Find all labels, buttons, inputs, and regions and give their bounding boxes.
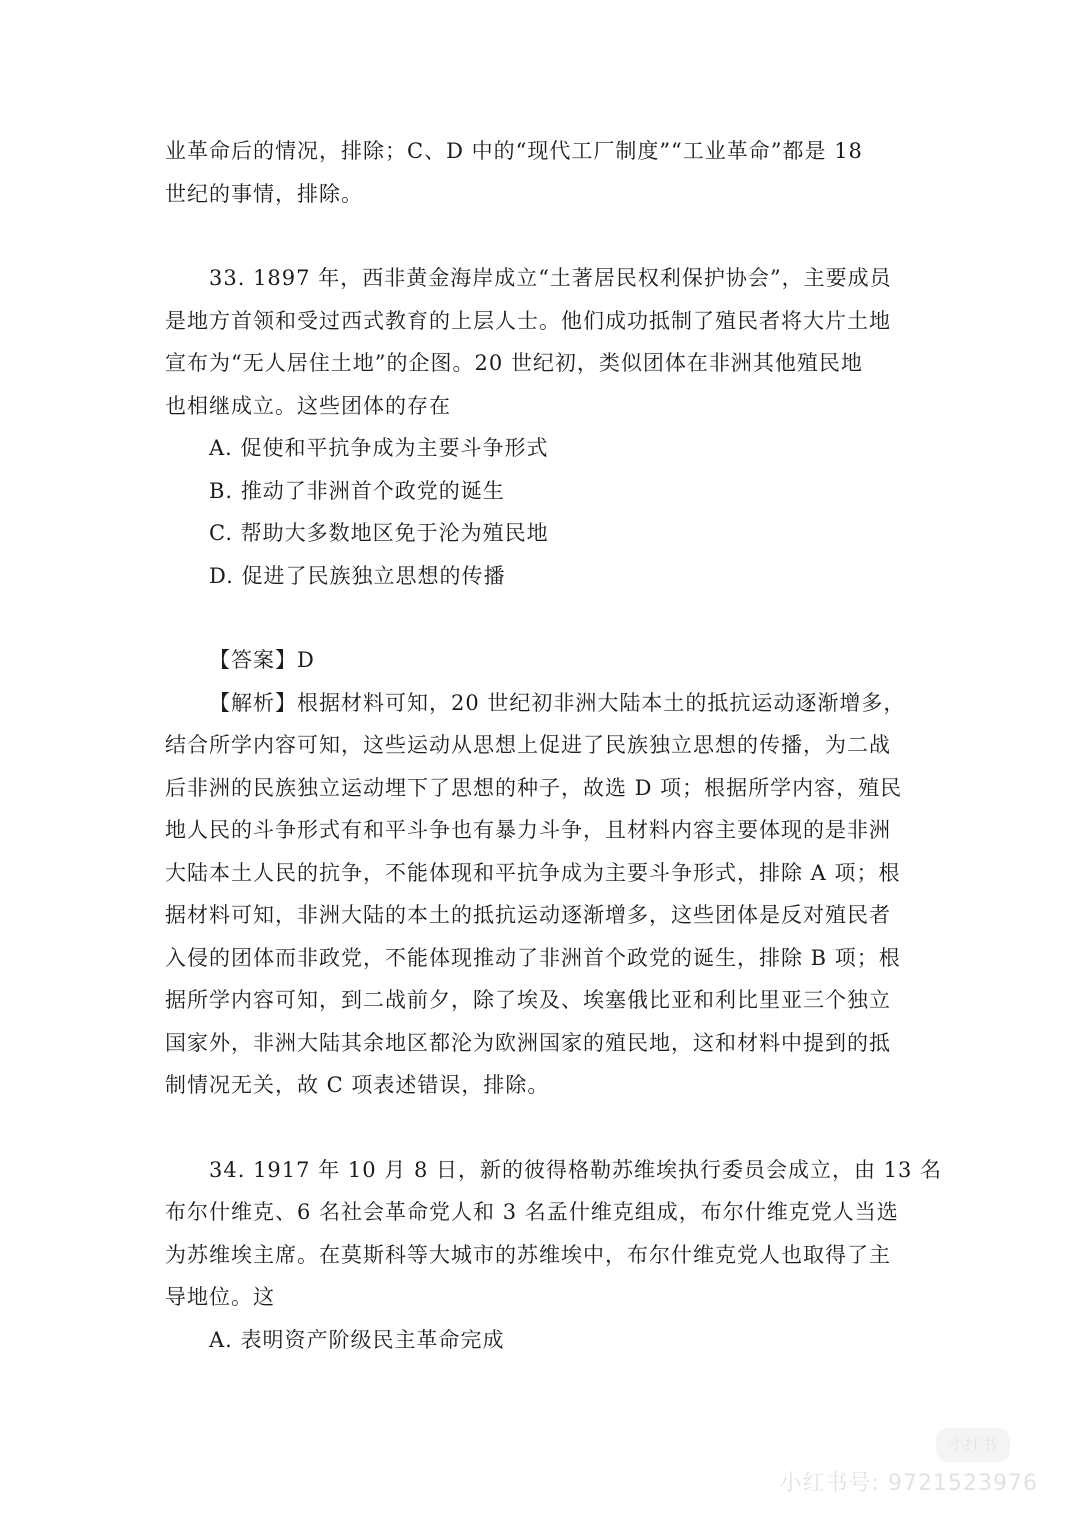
question-stem-line: 导地位。这 xyxy=(165,1285,275,1309)
analysis-line: 入侵的团体而非政党，不能体现推动了非洲首个政党的诞生，排除 B 项；根 xyxy=(165,945,901,970)
question-stem-line: 是地方首领和受过西式教育的上层人士。他们成功抵制了殖民者将大片土地 xyxy=(165,308,891,333)
analysis-line: 制情况无关，故 C 项表述错误，排除。 xyxy=(165,1073,550,1097)
option-a: A. 促使和平抗争成为主要斗争形式 xyxy=(209,436,549,460)
analysis-text: 根据材料可知，20 世纪初非洲大陆本土的抵抗运动逐渐增多， xyxy=(297,690,906,715)
option-b: B. 推动了非洲首个政党的诞生 xyxy=(209,478,505,503)
analysis-line: 地人民的斗争形式有和平斗争也有暴力斗争，且材料内容主要体现的是非洲 xyxy=(165,818,891,842)
question-34 xyxy=(165,1149,943,1362)
analysis-label: 【解析】 xyxy=(209,690,297,715)
question-33 xyxy=(165,257,925,1107)
question-stem-line: 也相继成立。这些团体的存在 xyxy=(165,393,451,418)
question-stem-line: 34. 1917 年 10 月 8 日，新的彼得格勒苏维埃执行委员会成立，由 13 名 xyxy=(209,1157,943,1182)
option-d: D. 促进了民族独立思想的传播 xyxy=(209,563,506,588)
analysis-line: 据材料可知，非洲大陆的本土的抵抗运动逐渐增多，这些团体是反对殖民者 xyxy=(165,903,891,927)
question-stem-line: 宣布为“无人居住土地”的企图。20 世纪初，类似团体在非洲其他殖民地 xyxy=(165,351,863,375)
option-a: A. 表明资产阶级民主革命完成 xyxy=(209,1327,505,1352)
analysis-line: 大陆本土人民的抗争，不能体现和平抗争成为主要斗争形式，排除 A 项；根 xyxy=(165,860,901,885)
text-line: 业革命后的情况，排除；C、D 中的“现代工厂制度”“工业革命”都是 18 xyxy=(165,139,863,163)
document-page xyxy=(165,130,943,1361)
answer-value: D xyxy=(297,648,315,672)
text-line: 世纪的事情，排除。 xyxy=(165,181,363,206)
analysis-line xyxy=(165,682,925,725)
analysis-line: 据所学内容可知，到二战前夕，除了埃及、埃塞俄比亚和利比里亚三个独立 xyxy=(165,988,891,1012)
analysis-line: 后非洲的民族独立运动埋下了思想的种子，故选 D 项；根据所学内容，殖民 xyxy=(165,775,903,800)
question-stem-line: 33. 1897 年，西非黄金海岸成立“土著居民权利保护协会”，主要成员 xyxy=(209,266,892,290)
answer-label: 【答案】 xyxy=(209,648,297,672)
option-c: C. 帮助大多数地区免于沦为殖民地 xyxy=(209,521,549,545)
analysis-line: 结合所学内容可知，这些运动从思想上促进了民族独立思想的传播，为二战 xyxy=(165,733,891,757)
previous-explanation xyxy=(165,130,925,215)
question-stem-line: 为苏维埃主席。在莫斯科等大城市的苏维埃中，布尔什维克党人也取得了主 xyxy=(165,1242,891,1267)
watermark-text: 小红书号: 9721523976 xyxy=(779,1471,1038,1496)
question-stem-line: 布尔什维克、6 名社会革命党人和 3 名孟什维克组成，布尔什维克党人当选 xyxy=(165,1200,899,1224)
answer-line xyxy=(165,639,925,682)
xiaohongshu-logo: 小红书 xyxy=(936,1428,1010,1462)
analysis-line: 国家外，非洲大陆其余地区都沦为欧洲国家的殖民地，这和材料中提到的抵 xyxy=(165,1030,891,1055)
